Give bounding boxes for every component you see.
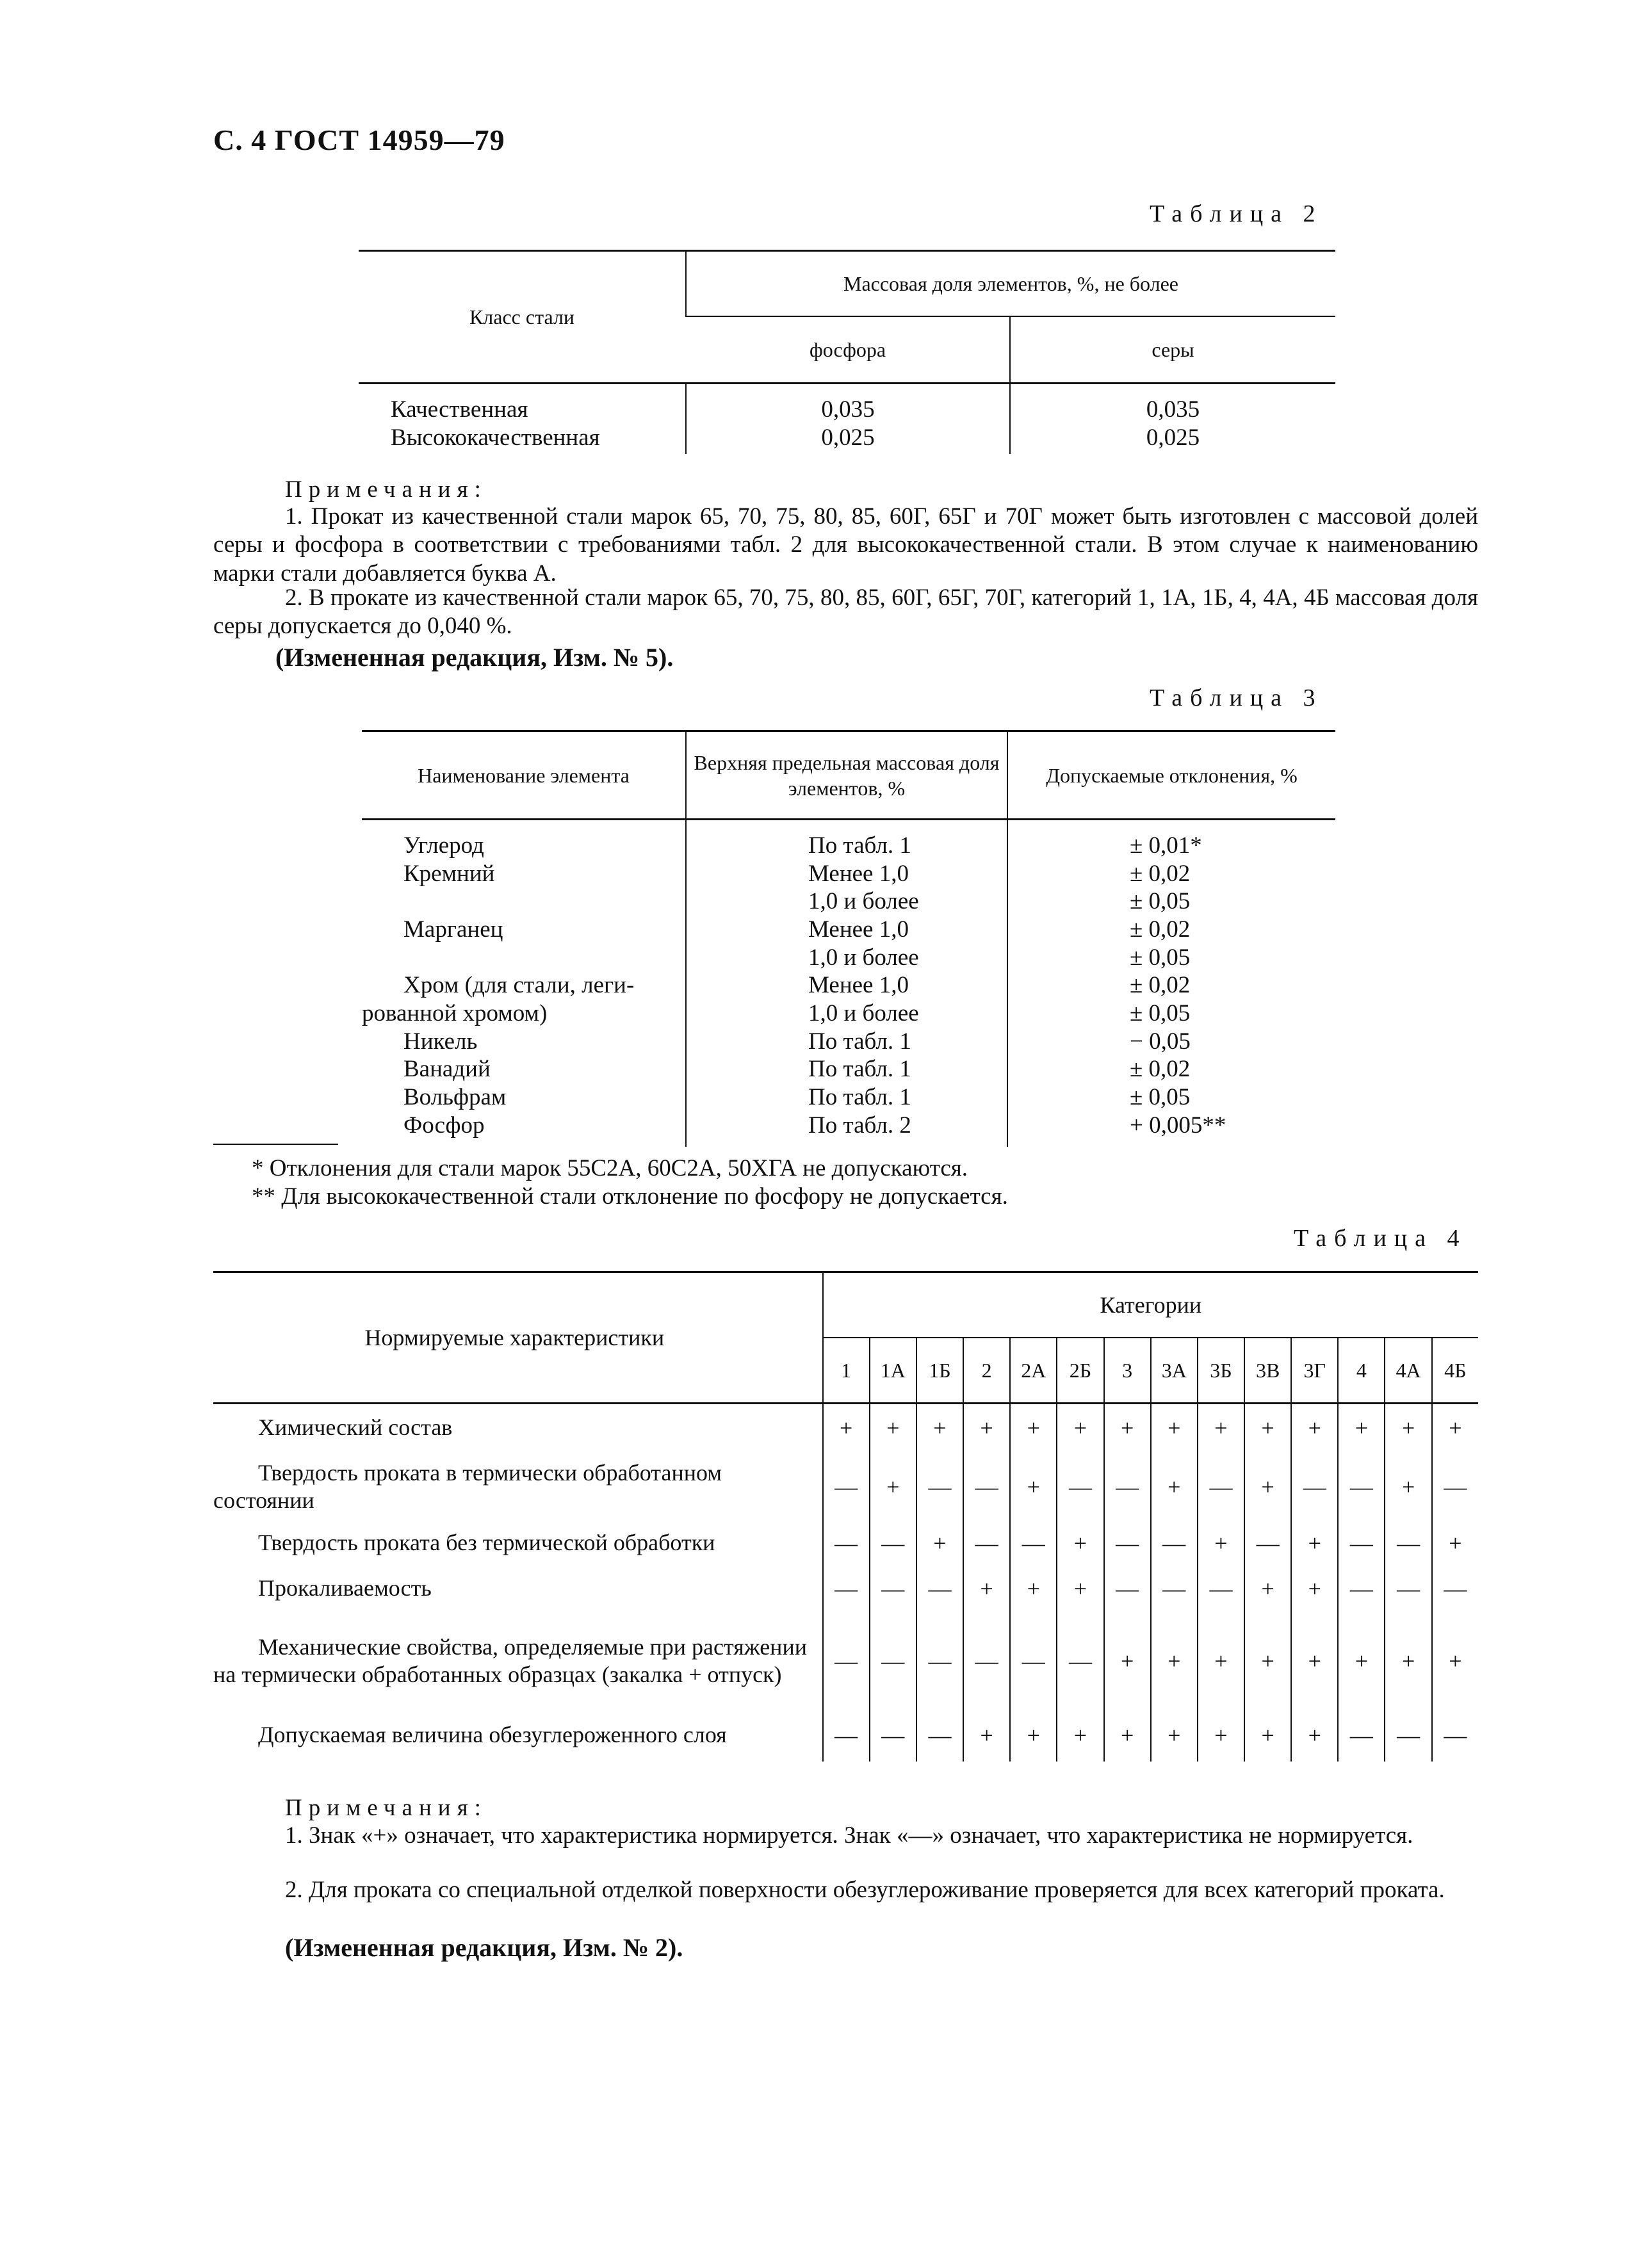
table4-mark: + [1104,1709,1151,1762]
table4-mark: + [916,1522,963,1564]
table4-mark: — [1385,1709,1431,1762]
page-header: С. 4 ГОСТ 14959—79 [213,124,505,156]
table3-limit: 1,0 и более [808,1000,919,1026]
table4-mark: — [1198,1564,1244,1613]
table2-s-values [1010,384,1335,455]
table4-mark: + [1198,1613,1244,1709]
table3-limit: По табл. 2 [808,1112,911,1138]
table4-mark: — [1057,1452,1103,1522]
table4-category-header: 3Г [1291,1338,1338,1404]
table3-row-name: Фосфор [403,1112,485,1138]
table3-names [362,820,686,1147]
table4-category-header: 1А [870,1338,916,1404]
table4-row-name: Химический состав [258,1414,453,1441]
table4-mark: + [1244,1613,1291,1709]
table4-mark: — [1338,1452,1385,1522]
table4-mark: — [1104,1564,1151,1613]
table4-mark: — [823,1452,870,1522]
table4-mark: + [1104,1613,1151,1709]
table2-col-class: Класс стали [359,251,686,384]
table2-row-name: Качественная [391,396,528,423]
notes2-item-2: 2. Для проката со специальной отделкой поверхности обезуглероживание проверяется для всех категорий проката. [285,1877,1445,1903]
notes2-item-1: 1. Знак «+» означает, что характеристика нормируется. Знак «—» означает, что характеристика не нормируется. [285,1822,1413,1849]
table4-row-name: Твердость проката без термической обработки [258,1530,715,1556]
table4-category-header: 1 [823,1338,870,1404]
table2-col-p: фосфора [686,316,1010,384]
notes1-title: Примечания: [285,476,487,503]
table4-mark: + [1291,1564,1338,1613]
table4-mark: + [1385,1452,1431,1522]
table4-mark: — [1244,1522,1291,1564]
notes1-revision: (Измененная редакция, Изм. № 5). [275,643,674,672]
table3-dev: ± 0,05 [1130,888,1191,915]
table4-row-name: Прокаливаемость [258,1575,432,1601]
table4-caption: Таблица 4 [1294,1225,1467,1252]
table4-mark: — [1385,1564,1431,1613]
table4-mark: + [870,1404,916,1452]
table3-row-name: рованной хромом) [362,1000,548,1026]
table3-col-dev: Допускаемые отклонения, % [1007,731,1335,820]
table4-mark: — [963,1522,1010,1564]
table3-dev: ± 0,02 [1130,860,1191,887]
table3-limit: 1,0 и более [808,944,919,971]
table3-limit: 1,0 и более [808,888,919,915]
table3-dev: ± 0,05 [1130,1000,1191,1026]
table4-mark: — [963,1613,1010,1709]
table3-row-name: Хром (для стали, леги- [403,972,635,999]
table3-row-name: Углерод [403,832,484,859]
table3-col-name: Наименование элемента [362,731,686,820]
table4-mark: — [823,1613,870,1709]
table4-mark: + [1385,1613,1431,1709]
table2 [359,250,1335,454]
table4-row [213,1709,1478,1762]
table4-mark: — [870,1613,916,1709]
notes1-item-1: 1. Прокат из качественной стали марок 65, 70, 75, 80, 85, 60Г, 65Г и 70Г может быть изготовлен с массовой долей серы и фосфора в соответствии с требованиями табл. 2 для высококачественной стали. В этом случае к наименованию марки стали добавляется буква А. [213,503,1478,587]
table4-mark: + [1432,1522,1478,1564]
table3-row-name: Вольфрам [403,1083,507,1110]
table3-caption: Таблица 3 [1150,684,1323,711]
table4-mark: — [1338,1564,1385,1613]
table2-col-s: серы [1010,316,1335,384]
table3-row-name: Марганец [403,916,503,943]
table3-row-name [362,887,685,916]
table4-category-header: 3 [1104,1338,1151,1404]
table4-mark: + [1244,1564,1291,1613]
table4-category-header: 3В [1244,1338,1291,1404]
table4-mark: + [1010,1564,1057,1613]
table3 [362,730,1335,1147]
table4-mark: + [1198,1709,1244,1762]
table4-mark: — [1104,1452,1151,1522]
table2-row-name: Высококачественная [391,424,600,451]
table2-p-values [686,384,1010,455]
table3-limit: По табл. 1 [808,1083,911,1110]
table4-mark: + [963,1404,1010,1452]
table4-category-header: 4Б [1432,1338,1478,1404]
notes1-item-2: 2. В прокате из качественной стали марок 65, 70, 75, 80, 85, 60Г, 65Г, 70Г, категорий 1, 1А, 1Б, 4, 4А, 4Б массовая доля серы допускается до 0,040 %. [213,585,1478,640]
table4-mark: + [963,1564,1010,1613]
table4-mark: — [1151,1564,1198,1613]
table4-mark: — [916,1613,963,1709]
table4-mark: — [870,1522,916,1564]
table4-row-name: Механические свойства, определяемые при растяжении на термически обработанных образцах (закалка + отпуск) [213,1633,807,1687]
table4-mark: + [1057,1709,1103,1762]
table4-mark: + [1432,1404,1478,1452]
table3-row-name: Никель [403,1028,478,1055]
table3-limit: Менее 1,0 [808,916,909,943]
table4-category-header: 1Б [916,1338,963,1404]
table4-mark: + [1010,1709,1057,1762]
table4-category-header: 2 [963,1338,1010,1404]
table4-mark: — [916,1709,963,1762]
table2-caption: Таблица 2 [1150,200,1323,227]
table4-mark: — [1104,1522,1151,1564]
table2-p-value: 0,025 [821,424,875,451]
table4-mark: + [1151,1404,1198,1452]
table3-limits [686,820,1007,1147]
table4-mark: — [870,1564,916,1613]
table3-devs [1007,820,1335,1147]
table3-dev: ± 0,02 [1130,1056,1191,1083]
table4-mark: + [1385,1404,1431,1452]
table4-col-char: Нормируемые характеристики [213,1272,823,1404]
table4-row [213,1522,1478,1564]
table4-mark: — [1432,1709,1478,1762]
table4-mark: — [1338,1522,1385,1564]
table4-mark: + [1151,1452,1198,1522]
table4-row [213,1564,1478,1613]
table3-row-name: Кремний [403,860,495,887]
table4-mark: + [1244,1709,1291,1762]
table4-mark: — [916,1564,963,1613]
table4-category-header: 2Б [1057,1338,1103,1404]
table4-mark: — [823,1709,870,1762]
footnote-rule [213,1144,338,1145]
table4-mark: — [1338,1709,1385,1762]
table4-category-header: 4 [1338,1338,1385,1404]
table4-row [213,1613,1478,1709]
table4-mark: + [1010,1404,1057,1452]
table4-mark: — [1432,1452,1478,1522]
table4-mark: + [916,1404,963,1452]
table4-row-name: Твердость проката в термически обработанном состоянии [213,1459,722,1513]
notes2-revision: (Измененная редакция, Изм. № 2). [285,1933,683,1962]
table4-row-name: Допускаемая величина обезуглероженного слоя [258,1722,727,1748]
table4-mark: + [1151,1613,1198,1709]
table4-mark: — [823,1522,870,1564]
table4-mark: + [1151,1709,1198,1762]
table4-mark: + [1057,1404,1103,1452]
table4-mark: — [1291,1452,1338,1522]
notes2-title: Примечания: [285,1795,487,1821]
table2-names [359,384,686,455]
table4-mark: — [1010,1522,1057,1564]
table4-mark: — [1151,1522,1198,1564]
table4-mark: + [1338,1404,1385,1452]
table3-limit: Менее 1,0 [808,972,909,999]
table3-dev: ± 0,01* [1130,832,1202,859]
table3-limit: По табл. 1 [808,832,911,859]
table4-mark: + [1291,1613,1338,1709]
table3-dev: ± 0,02 [1130,972,1191,999]
table4-mark: — [963,1452,1010,1522]
table4-category-header: 3А [1151,1338,1198,1404]
table3-dev: ± 0,05 [1130,1083,1191,1110]
table4-mark: + [1291,1404,1338,1452]
table3-limit: По табл. 1 [808,1028,911,1055]
table3-footnote-2: ** Для высококачественной стали отклонение по фосфору не допускается. [252,1183,1008,1210]
table4-category-header: 3Б [1198,1338,1244,1404]
table4-mark: + [1432,1613,1478,1709]
table4-row [213,1404,1478,1452]
table4-mark: + [823,1404,870,1452]
table3-dev: − 0,05 [1130,1028,1191,1055]
table4-mark: + [1244,1452,1291,1522]
table4-mark: — [1385,1522,1431,1564]
table4-mark: + [1057,1522,1103,1564]
table4-row [213,1452,1478,1522]
table4-mark: + [1291,1522,1338,1564]
table3-footnote-1: * Отклонения для стали марок 55С2А, 60С2А, 50ХГА не допускаются. [252,1155,968,1181]
table3-row-name: Ванадий [403,1056,491,1083]
table2-col-group: Массовая доля элементов, %, не более [686,251,1335,317]
table4-col-cat: Категории [823,1272,1478,1338]
table4-mark: — [1198,1452,1244,1522]
table4-mark: + [1338,1613,1385,1709]
table4 [213,1271,1478,1762]
table2-p-value: 0,035 [821,396,875,423]
table4-mark: — [823,1564,870,1613]
table2-s-value: 0,025 [1146,424,1200,451]
table3-limit: По табл. 1 [808,1056,911,1083]
table4-mark: + [1198,1522,1244,1564]
table3-row-name [362,944,685,972]
table4-mark: — [1010,1613,1057,1709]
table4-category-header: 2А [1010,1338,1057,1404]
table4-category-header: 4А [1385,1338,1431,1404]
table4-mark: + [1244,1404,1291,1452]
table4-mark: — [870,1709,916,1762]
table3-dev: ± 0,05 [1130,944,1191,971]
table2-s-value: 0,035 [1146,396,1200,423]
table3-dev: ± 0,02 [1130,916,1191,943]
table4-mark: + [1198,1404,1244,1452]
table3-dev: + 0,005** [1130,1112,1226,1138]
table4-mark: — [1057,1613,1103,1709]
table4-mark: — [1432,1564,1478,1613]
table4-mark: + [963,1709,1010,1762]
table4-mark: + [1291,1709,1338,1762]
table3-col-limit: Верхняя предельная массовая доля элементов, % [686,731,1007,820]
table4-mark: + [870,1452,916,1522]
table4-mark: + [1010,1452,1057,1522]
table3-limit: Менее 1,0 [808,860,909,887]
table4-mark: + [1057,1564,1103,1613]
table4-mark: — [916,1452,963,1522]
table4-mark: + [1104,1404,1151,1452]
